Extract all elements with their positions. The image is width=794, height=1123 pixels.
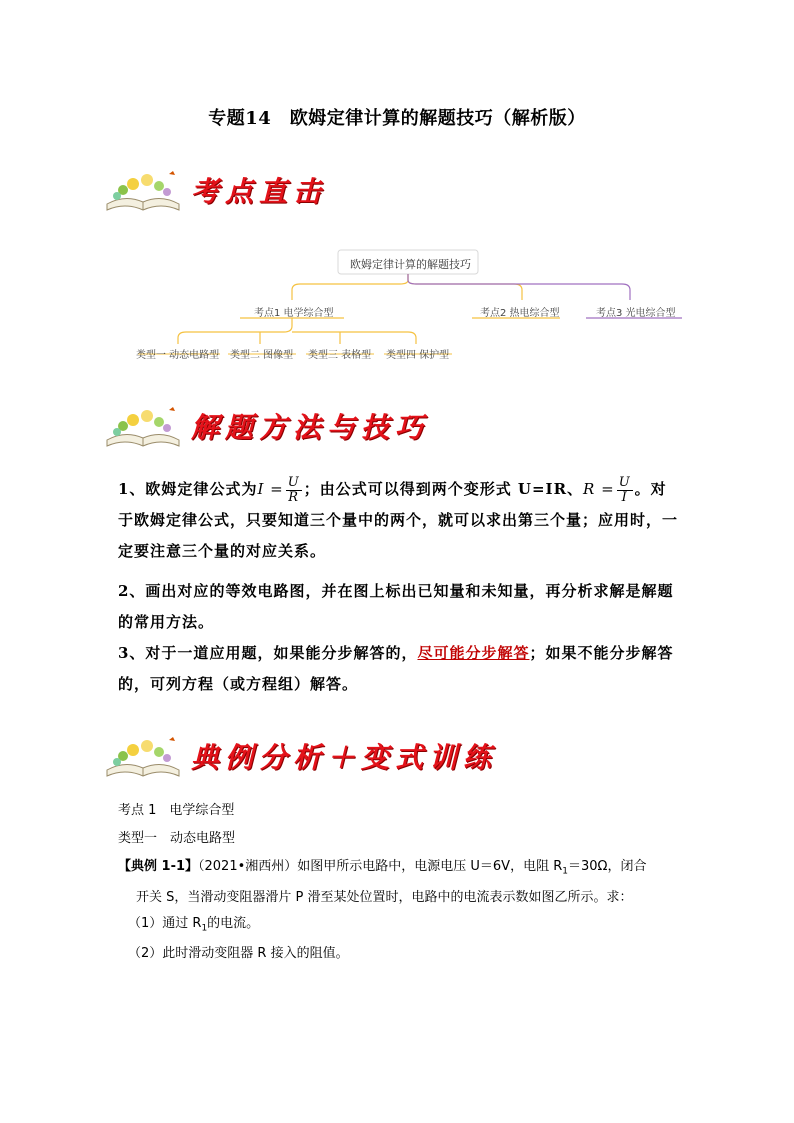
fraction-denominator: I <box>621 489 628 505</box>
section-title: 考点直击 <box>191 175 328 208</box>
subscript: 1 <box>201 923 208 934</box>
example-tag: 【典例 1-1】 <box>118 859 199 874</box>
section-heading-methods <box>103 404 523 452</box>
mind-map-leaf: 类型三 表格型 <box>308 350 372 361</box>
open-book-flowers-icon <box>103 734 183 778</box>
formula-fraction <box>286 476 302 505</box>
section-heading-examples <box>103 734 563 782</box>
method-text: ；如果不能分步解答的，可列方程（或方程组）解答。 <box>118 644 674 693</box>
mind-map <box>120 244 690 374</box>
mind-map-leaf: 类型二 图像型 <box>230 350 294 361</box>
method-paragraph-3 <box>118 638 678 700</box>
method-paragraph-2: 2、画出对应的等效电路图，并在图上标出已知量和未知量，再分析求解是解题的常用方法。 <box>118 582 674 631</box>
mind-map-branch: 考点3 光电综合型 <box>596 308 676 319</box>
mind-map-branch: 考点1 电学综合型 <box>254 308 334 319</box>
section-heading-kaodian <box>103 168 503 216</box>
fraction-denominator: R <box>288 489 300 505</box>
mind-map-root: 欧姆定律计算的解题技巧 <box>350 258 471 271</box>
mind-map-branch: 考点2 热电综合型 <box>480 308 560 319</box>
mind-map-leaf: 类型一 动态电路型 <box>136 350 220 361</box>
mind-map-leaf: 类型四 保护型 <box>386 350 450 361</box>
example-text: ＝30Ω，闭合 <box>567 859 647 874</box>
example-line-2: 开关 S，当滑动变阻器滑片 P 滑至某处位置时，电路中的电流表示数如图乙所示。求： <box>136 889 633 905</box>
kaodian-label: 考点 1 电学综合型 <box>118 803 235 818</box>
section-title: 解题方法与技巧 <box>191 411 430 444</box>
question-1 <box>118 911 678 942</box>
formula-lhs: I = <box>257 480 284 498</box>
open-book-flowers-icon <box>103 168 183 212</box>
section-title: 典例分析＋变式训练 <box>191 741 498 774</box>
question-2: （2）此时滑动变阻器 R 接入的阻值。 <box>128 946 349 962</box>
question-text: 的电流。 <box>207 915 260 931</box>
fraction-numerator: U <box>618 474 631 490</box>
leixing-label: 类型一 动态电路型 <box>118 831 236 846</box>
method-text: ；由公式可以得到两个变形式 U=IR、 <box>303 480 584 498</box>
fraction-numerator: U <box>287 474 300 490</box>
formula-lhs: R = <box>583 480 615 498</box>
method-text: 1、欧姆定律公式为 <box>118 480 258 498</box>
method-text: 。对于欧姆定律公式，只要知道三个量中的两个，就可以求出第三个量；应用时，一定要注意三个量的对应关系。 <box>118 480 679 560</box>
example-line-1 <box>118 854 678 885</box>
example-text: （2021•湘西州）如图甲所示电路中，电源电压 U＝6V，电阻 R <box>198 859 563 874</box>
method-paragraph-1 <box>118 474 678 567</box>
open-book-flowers-icon <box>103 404 183 448</box>
formula-fraction <box>617 476 633 505</box>
document-title: 专题14 欧姆定律计算的解题技巧（解析版） <box>208 108 586 129</box>
example-problem <box>118 854 678 967</box>
question-text: （1）通过 R <box>128 915 202 931</box>
method-text: 3、对于一道应用题，如果能分步解答的， <box>118 644 418 662</box>
emphasis-underline: 尽可能分步解答 <box>417 644 530 662</box>
subscript: 1 <box>562 866 568 877</box>
